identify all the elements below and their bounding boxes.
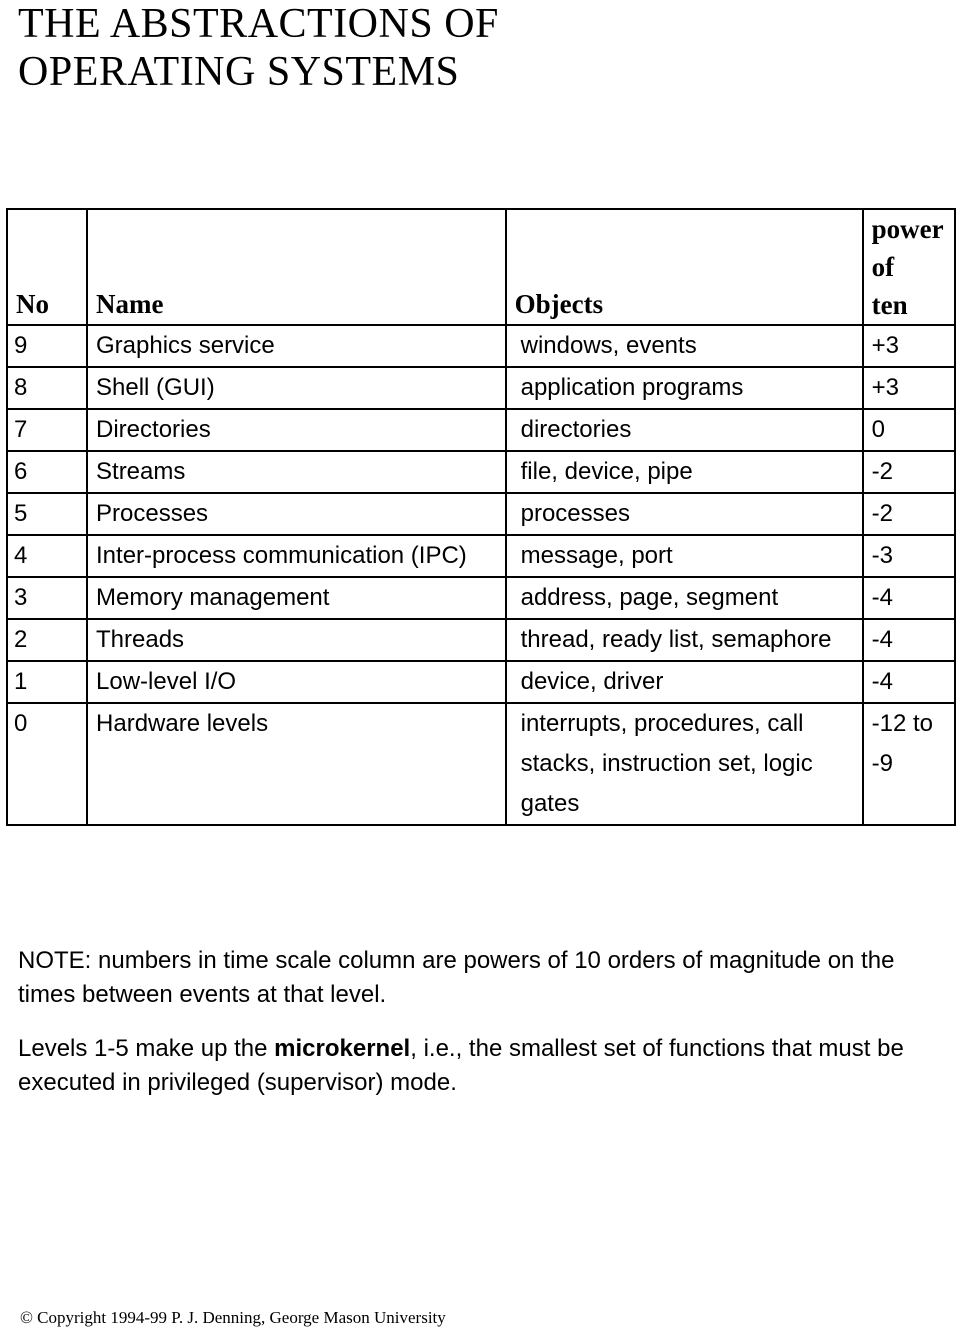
copyright: © Copyright 1994-99 P. J. Denning, George Mason University: [20, 1308, 446, 1327]
cell-name: Shell (GUI): [87, 367, 506, 409]
table-row: [7, 451, 955, 493]
table-row: [7, 367, 955, 409]
cell-objects: interrupts, procedures, call stacks, instruction set, logic gates: [506, 703, 863, 825]
cell-no: 3: [7, 577, 87, 619]
cell-power: -4: [863, 661, 955, 703]
note-microkernel: [18, 1032, 918, 1100]
header-objects: Objects: [506, 209, 863, 325]
header-no: No: [7, 209, 87, 325]
cell-name: Low-level I/O: [87, 661, 506, 703]
header-power-line-3: ten: [871, 290, 908, 320]
cell-power: -4: [863, 619, 955, 661]
cell-no: 2: [7, 619, 87, 661]
cell-name: Memory management: [87, 577, 506, 619]
note-microkernel-after: , i.e., the smallest set of functions that must be executed in privileged (supervisor) mode.: [18, 1035, 904, 1096]
cell-no: 8: [7, 367, 87, 409]
cell-objects: message, port: [506, 535, 863, 577]
table-row: [7, 661, 955, 703]
note-time-scale: NOTE: numbers in time scale column are powers of 10 orders of magnitude on the times between events at that level.: [18, 947, 895, 1008]
cell-power: +3: [863, 367, 955, 409]
table-body: [7, 325, 955, 825]
page-title: [18, 0, 499, 96]
cell-no: 0: [7, 703, 87, 825]
cell-objects: device, driver: [506, 661, 863, 703]
cell-objects: processes: [506, 493, 863, 535]
table-row: [7, 703, 955, 825]
cell-objects: application programs: [506, 367, 863, 409]
note-microkernel-bold: microkernel: [274, 1035, 411, 1062]
title-line-2: OPERATING SYSTEMS: [18, 49, 460, 95]
notes: [18, 944, 918, 1120]
cell-name: Graphics service: [87, 325, 506, 367]
abstractions-table: [6, 208, 956, 826]
cell-name: Streams: [87, 451, 506, 493]
table-header-row: [7, 209, 955, 325]
cell-objects: thread, ready list, semaphore: [506, 619, 863, 661]
cell-no: 1: [7, 661, 87, 703]
table-row: [7, 493, 955, 535]
cell-name: Hardware levels: [87, 703, 506, 825]
table-row: [7, 325, 955, 367]
cell-power: -3: [863, 535, 955, 577]
cell-name: Processes: [87, 493, 506, 535]
cell-objects: address, page, segment: [506, 577, 863, 619]
cell-power: -4: [863, 577, 955, 619]
table-row: [7, 409, 955, 451]
cell-no: 4: [7, 535, 87, 577]
cell-no: 5: [7, 493, 87, 535]
cell-power: -2: [863, 493, 955, 535]
cell-name: Threads: [87, 619, 506, 661]
cell-name: Directories: [87, 409, 506, 451]
table-row: [7, 577, 955, 619]
header-power-line-1: power: [871, 214, 944, 244]
table-row: [7, 619, 955, 661]
cell-no: 9: [7, 325, 87, 367]
cell-power: -12 to -9: [863, 703, 955, 825]
cell-name: Inter-process communication (IPC): [87, 535, 506, 577]
title-line-1: THE ABSTRACTIONS OF: [18, 1, 499, 47]
cell-objects: directories: [506, 409, 863, 451]
cell-no: 7: [7, 409, 87, 451]
cell-power: 0: [863, 409, 955, 451]
cell-objects: windows, events: [506, 325, 863, 367]
header-power-of-ten: [863, 209, 955, 325]
cell-power: +3: [863, 325, 955, 367]
cell-no: 6: [7, 451, 87, 493]
header-name: Name: [87, 209, 506, 325]
cell-objects: file, device, pipe: [506, 451, 863, 493]
note-microkernel-before: Levels 1-5 make up the: [18, 1035, 275, 1062]
header-power-line-2: of: [871, 252, 895, 282]
table-row: [7, 535, 955, 577]
cell-power: -2: [863, 451, 955, 493]
